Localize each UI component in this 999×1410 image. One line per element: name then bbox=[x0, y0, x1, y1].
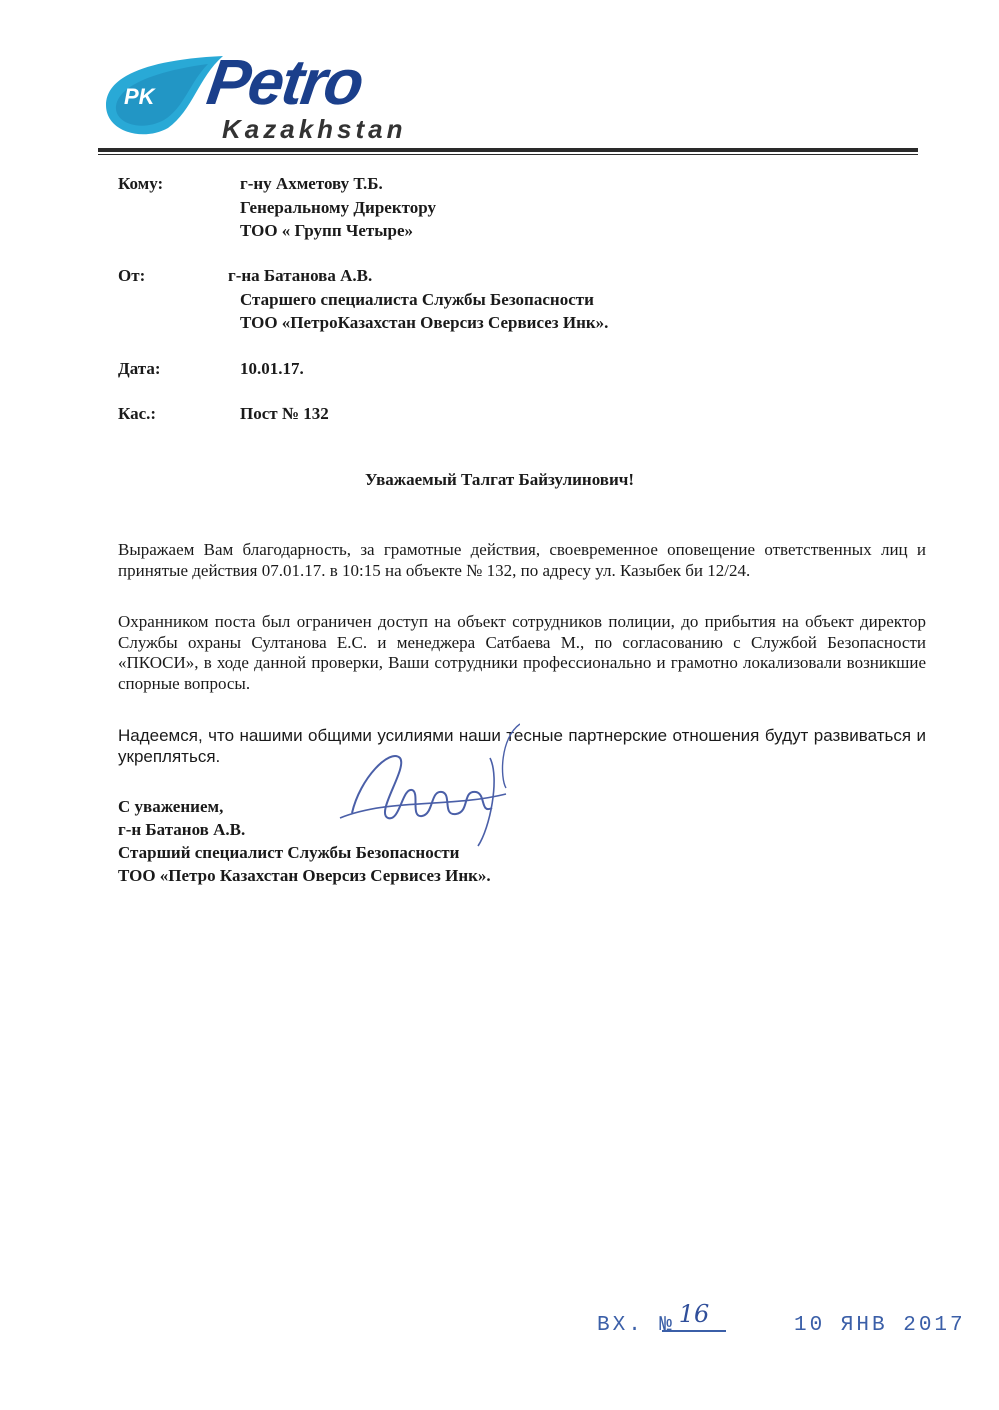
from-label: От: bbox=[118, 266, 146, 285]
stamp-prefix: ВХ. № bbox=[597, 1314, 676, 1337]
to-label: Кому: bbox=[118, 174, 164, 193]
from-line-1: г-на Батанова А.В. bbox=[228, 266, 373, 285]
subject-value: Пост № 132 bbox=[240, 404, 329, 423]
header-rule bbox=[98, 148, 918, 152]
to-line-3: ТОО « Групп Четыре» bbox=[240, 221, 414, 240]
stamp-number: 16 bbox=[662, 1300, 726, 1332]
signoff-block bbox=[118, 795, 491, 887]
signoff-title: Старший специалист Службы Безопасности bbox=[118, 843, 460, 862]
from-line-2: Старшего специалиста Службы Безопасности bbox=[240, 290, 594, 309]
logo-brand-main: Petro bbox=[202, 46, 367, 118]
body-paragraph-2: Охранником поста был ограничен доступ на объект сотрудников полиции, до прибытия на объект директор Службы охраны Султанова Е.С. и менеджера Сатбаева М., по согласованию с Службой Безопасности «ПКОСИ», в ходе данной проверки, Ваши сотрудники профессионально и грамотно локализовали возникшие спорные вопросы. bbox=[118, 612, 926, 693]
header-rule-thin bbox=[98, 154, 918, 155]
company-logo bbox=[98, 46, 478, 150]
date-value: 10.01.17. bbox=[240, 359, 304, 378]
salutation: Уважаемый Талгат Байзулинович! bbox=[364, 470, 635, 489]
signoff-closing: С уважением, bbox=[118, 797, 224, 816]
to-line-1: г-ну Ахметову Т.Б. bbox=[240, 174, 383, 193]
body-paragraph-1: Выражаем Вам благодарность, за грамотные действия, своевременное оповещение ответственных лиц и принятые действия 07.01.17. в 10:15 на объекте № 132, по адресу ул. Казыбек би 12/24. bbox=[118, 540, 926, 580]
stamp-date: 10 ЯНВ 2017 bbox=[794, 1314, 966, 1337]
logo-mark-text: PK bbox=[124, 84, 155, 109]
to-line-2: Генеральному Директору bbox=[240, 198, 436, 217]
date-label: Дата: bbox=[118, 359, 161, 378]
signoff-company: ТОО «Петро Казахстан Оверсиз Сервисез Инк». bbox=[118, 866, 491, 885]
logo-brand-sub: Kazakhstan bbox=[222, 114, 407, 144]
signoff-name: г-н Батанов А.В. bbox=[118, 820, 246, 839]
body-paragraph-3: Надеемся, что нашими общими усилиями наши тесные партнерские отношения будут развиваться и укрепляться. bbox=[118, 726, 926, 766]
from-line-3: ТОО «ПетроКазахстан Оверсиз Сервисез Инк». bbox=[240, 313, 609, 332]
subject-label: Кас.: bbox=[118, 404, 157, 423]
